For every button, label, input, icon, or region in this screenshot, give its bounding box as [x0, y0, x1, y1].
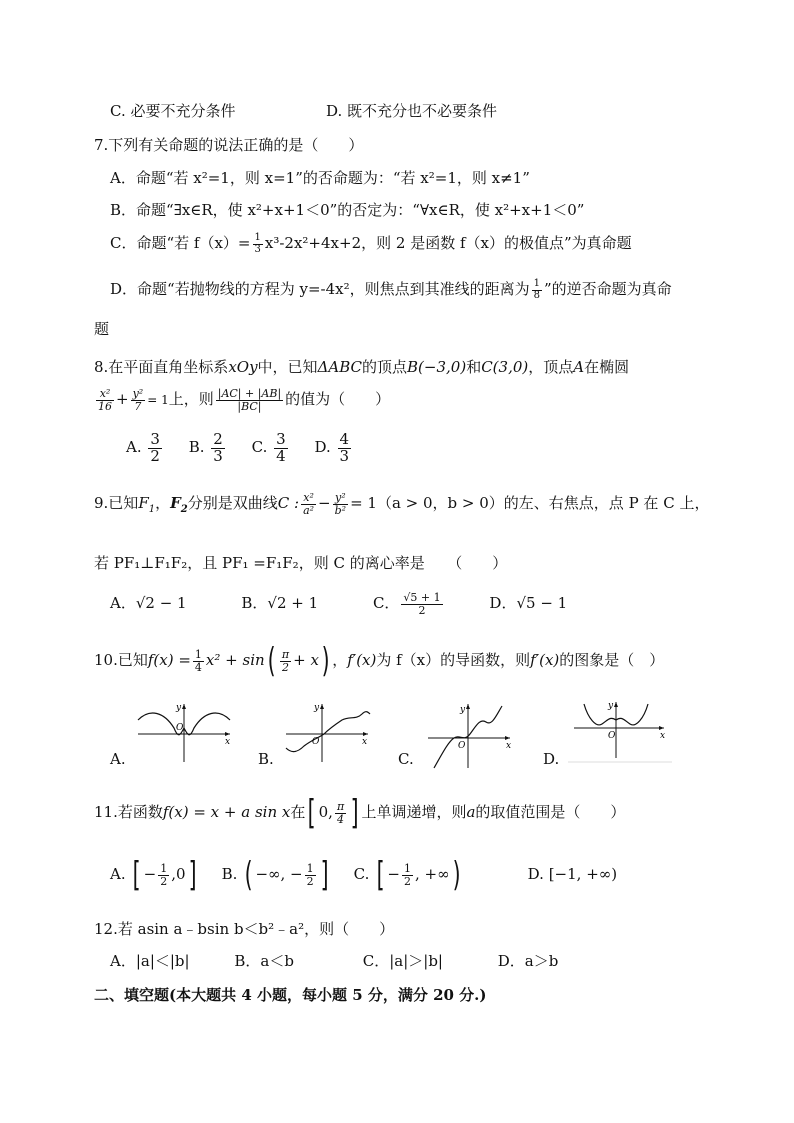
q10-frac-den: 4	[194, 660, 202, 674]
q7-option-b: B．命题“∃x∈R，使 x²+x+1＜0”的否定为：“∀x∈R，使 x²+x+1＜0”	[110, 201, 585, 219]
q10-graph-a	[130, 698, 240, 766]
q8-a-label: A.	[126, 438, 142, 457]
q12-option-d: D．a＞b	[497, 952, 559, 970]
q9-f2-letter: F	[170, 494, 181, 513]
q10-pi-frac	[280, 649, 291, 673]
q8-ratio	[216, 388, 283, 412]
q11-c-bl: [	[376, 855, 385, 895]
q8-ellipse-n1: x²	[96, 388, 114, 401]
q10-b-axis-x: x	[362, 737, 368, 747]
q11-options	[110, 855, 618, 895]
q10-d-axis-x: x	[660, 731, 666, 741]
q9-line2: 若 PF₁⊥F₁F₂，且 PF₁ =F₁F₂，则 C 的离心率是 （ ）	[94, 554, 508, 572]
q11-pi-num: π	[336, 799, 345, 813]
q10-b-axis-y: y	[314, 703, 320, 713]
q8-text-mid: 上，则	[168, 390, 214, 409]
q11-a-frac	[158, 863, 169, 887]
q10-fx: f(x) =	[147, 651, 191, 669]
q11-a-bl: [	[133, 855, 142, 895]
q8-ellipse-n2: y²	[132, 387, 144, 400]
q11-end: 的取值范围是（ ）	[475, 803, 626, 821]
q10-label-c: C.	[398, 750, 414, 768]
q12-options	[110, 950, 558, 971]
q10-pre: 10.已知	[94, 651, 148, 669]
q10-a-origin: O	[176, 723, 184, 733]
q8-c-num: 3	[276, 430, 286, 448]
q7-d-fraction	[532, 279, 542, 301]
q9-options	[110, 592, 567, 616]
q8-b-num: 2	[213, 430, 223, 448]
q8-ellipse-rhs: = 1	[147, 393, 169, 408]
q9-d-label: D．	[489, 594, 517, 613]
q9-option-c	[372, 591, 445, 617]
q10-c-origin: O	[458, 741, 466, 751]
q7-c-fraction	[253, 233, 263, 255]
q8-a-den: 2	[150, 446, 160, 465]
q9-f1-letter: F	[138, 494, 149, 513]
q11-b-pre: −∞, −	[255, 865, 303, 883]
q10-frac	[193, 649, 204, 673]
q7-c-frac-num: 1	[254, 232, 261, 243]
q8-line1	[94, 356, 629, 377]
q8-ellipse-frac2	[131, 388, 146, 412]
q8-d-frac	[338, 432, 352, 465]
q8-text-b: xOy	[228, 358, 258, 376]
q10-paren-right: )	[321, 641, 330, 681]
q9-f2-sub: 2	[180, 504, 188, 516]
q11-c-den: 2	[404, 874, 411, 888]
q10-fprime2: f′(x)	[530, 651, 560, 669]
q8-option-b	[188, 430, 227, 465]
q10-graph-b	[282, 698, 378, 766]
q6-option-c: C. 必要不充分条件	[110, 102, 236, 120]
q10-d-origin: O	[608, 731, 616, 741]
q7-c-text-post: x³-2x²+4x+2，则 2 是函数 f（x）的极值点”为真命题	[264, 234, 632, 252]
q10-d-axis-y: y	[608, 701, 614, 711]
q11-a-num: 1	[160, 861, 168, 875]
q8-ellipse-frac1	[96, 388, 114, 412]
q8-d-den: 3	[339, 446, 350, 465]
q8-option-d	[314, 430, 353, 465]
q10-frac-num: 1	[194, 647, 202, 661]
q8-ellipse-d1: 16	[98, 399, 112, 413]
q11-option-c: C. [ − $\frac{1}{2}$ , +∞)	[353, 855, 461, 895]
q8-ratio-den: |BC|	[237, 399, 262, 413]
q9-b-val: √2 + 1	[267, 594, 319, 613]
q9-option-b	[241, 594, 318, 612]
q11-b-br: ]	[320, 855, 329, 895]
q12-option-a: A．|a|＜|b|	[110, 952, 190, 970]
q9-c-frac	[401, 592, 442, 616]
q10-fprime: f′(x)	[347, 651, 377, 669]
q7-c-frac-den: 3	[254, 243, 261, 255]
q10-label-d: D.	[543, 750, 560, 768]
section-2-heading: 二、填空题(本大题共 4 小题，每小题 5 分，满分 20 分.)	[94, 986, 487, 1004]
q8-option-c	[251, 430, 290, 465]
q10-pi-num: π	[281, 647, 290, 661]
q11-d-val: [−1, +∞)	[548, 865, 618, 883]
q11-c-num: 1	[404, 861, 411, 875]
q8-text-h: C(3,0)	[481, 358, 529, 376]
q9-f1	[138, 494, 156, 516]
q11-c-frac	[402, 863, 413, 887]
q7-d-frac-den: 8	[533, 289, 540, 301]
q10-pi-den: 2	[282, 660, 290, 674]
q8-c-frac	[274, 432, 288, 465]
q10-a-axis-y: y	[176, 703, 182, 713]
q11-a-label: A.	[110, 865, 126, 883]
q8-c-label: C.	[251, 438, 268, 457]
q9-pre: 9.已知	[94, 494, 139, 513]
q9-c-label: C :	[277, 494, 300, 513]
q9-option-d	[489, 594, 567, 612]
q9-option-a	[110, 594, 187, 612]
q8-b-frac	[211, 432, 225, 465]
q11-in: 在	[290, 803, 306, 821]
q11-b-den: 2	[306, 874, 314, 888]
q8-c-den: 4	[276, 446, 286, 465]
q11-a-rest: ,0	[171, 865, 186, 883]
q10-label-b: B.	[258, 750, 274, 768]
q9-a-label: A．	[110, 594, 136, 613]
q7-option-c	[110, 232, 632, 255]
q9-xn: x²	[301, 492, 316, 505]
q7-c-text-pre: C．命题“若 f（x）=	[110, 234, 251, 252]
q8-line2: $\frac{\text{x²}}{16}$ + $\frac{\text{y²}}{7}$ = 1上，则 $\frac{|AC| + |AB|}{|BC|}$ 的值为（ ）	[98, 387, 391, 413]
q7-d-text-post: ”的逆否命题为真命	[543, 280, 672, 298]
q7-d-text-pre: D．命题“若抛物线的方程为 y=-4x²，则焦点到其准线的距离为	[110, 280, 530, 298]
q8-option-a	[126, 430, 164, 465]
q11-pre: 11.若函数	[94, 803, 163, 821]
q12-option-c: C．|a|＞|b|	[362, 952, 443, 970]
q11-b-bl: (	[244, 855, 253, 895]
q10-c-axis-y: y	[460, 705, 466, 715]
q11-stem	[94, 793, 626, 833]
q11-a-den: 2	[160, 874, 168, 888]
q8-a-frac	[148, 432, 162, 465]
q9-c-label-opt: C．	[372, 594, 400, 613]
q8-b-den: 3	[213, 446, 223, 465]
q8-text-e: 的顶点	[362, 358, 408, 376]
q10-a-axis-x: x	[225, 737, 231, 747]
q7-option-d	[110, 278, 672, 301]
q11-pi-frac	[335, 801, 346, 825]
q7-stem: 7.下列有关命题的说法正确的是（ ）	[94, 136, 364, 154]
q10-c-axis-x: x	[506, 741, 512, 751]
q11-b-label: B.	[221, 865, 238, 883]
q9-f1-sub: 1	[148, 504, 156, 516]
q8-d-num: 4	[339, 430, 350, 448]
q11-bracket-left: [	[308, 793, 316, 833]
q9-y-frac	[333, 492, 348, 516]
q8-text-i: ，顶点	[528, 358, 574, 376]
q9-line1: 9.已知$F_1$，$F_2$分别是双曲线C : $\frac{\text{x²}}{\text{a²}}$ − $\frac{\text{y²}}{\text{b²}}$ = 1（a > 0，b > 0）的左、右焦点，点 P 在 C 上，	[94, 491, 710, 517]
q9-c-den: 2	[418, 603, 426, 617]
q7-d-continuation: 题	[94, 320, 110, 338]
q9-xd: a²	[303, 503, 315, 517]
q8-text-end: 的值为（ ）	[285, 390, 391, 409]
q8-text-j: A	[573, 358, 585, 376]
q11-d-label: D.	[527, 865, 544, 883]
q11-post: 上单调递增，则	[361, 803, 467, 821]
q9-yd: b²	[334, 503, 347, 517]
q10-mid: ，	[332, 651, 348, 669]
q9-mid: 分别是双曲线	[187, 494, 278, 513]
q9-c-num: √5 + 1	[403, 591, 441, 604]
q9-b-label: B．	[241, 594, 268, 613]
q10-end: 的图象是（ ）	[559, 651, 665, 669]
q10-stem	[94, 641, 665, 681]
q9-f2	[170, 494, 188, 516]
q12-option-b: B．a＜b	[234, 952, 294, 970]
q10-b-origin: O	[312, 737, 320, 747]
q8-options	[126, 432, 353, 465]
q9-d-val: √5 − 1	[516, 594, 568, 613]
q8-text-g: 和	[466, 358, 482, 376]
q8-text-d: ΔABC	[317, 358, 363, 376]
q10-graph-c	[424, 698, 520, 770]
q11-pi-den: 4	[337, 812, 345, 826]
q11-func: f(x) = x + a sin x	[162, 803, 291, 821]
q7-option-a: A．命题“若 x²=1，则 x=1”的否命题为：“若 x²=1，则 x≠1”	[110, 169, 530, 187]
q8-ratio-num: |AC| + |AB|	[217, 387, 282, 400]
q9-eq: = 1（a > 0，b > 0）的左、右焦点，点 P 在 C 上，	[350, 494, 710, 513]
q8-text-k: 在椭圆	[584, 358, 630, 376]
q11-option-d	[528, 865, 617, 883]
q11-c-label: C.	[353, 865, 370, 883]
q8-text-f: B(−3,0)	[407, 358, 467, 376]
q9-x-frac	[301, 492, 316, 516]
q10-graph-d	[568, 698, 672, 766]
q8-d-label: D.	[314, 438, 331, 457]
q8-a-num: 3	[150, 430, 160, 448]
q8-text-a: 8.在平面直角坐标系	[94, 358, 229, 376]
q9-yn: y²	[333, 492, 348, 505]
q11-int-l: 0,	[318, 803, 333, 821]
q11-a: a	[466, 803, 476, 821]
q11-c-br: )	[452, 855, 461, 895]
q11-a-br: ]	[188, 855, 197, 895]
q11-bracket-right: ]	[350, 793, 359, 833]
q8-text-c: 中，已知	[257, 358, 318, 376]
q10-x2: x² + sin	[205, 651, 265, 669]
q11-b-frac	[305, 863, 316, 887]
q10-plus-x: + x	[293, 651, 319, 669]
q6-option-d: D. 既不充分也不必要条件	[326, 102, 498, 120]
q11-b-num: 1	[306, 861, 314, 875]
q8-ellipse-d2: 7	[134, 399, 142, 413]
q10-label-a: A.	[110, 750, 126, 768]
q8-b-label: B.	[188, 438, 205, 457]
q11-option-b	[221, 855, 331, 895]
q11-option-a: A. [ − $\frac{1}{2}$ ,0]	[110, 855, 197, 895]
q11-c-rest: , +∞	[415, 865, 450, 883]
q10-mid2: 为 f（x）的导函数，则	[376, 651, 531, 669]
q9-comma: ，	[155, 494, 171, 513]
q12-stem: 12.若 asin a﹣bsin b＜b²﹣a²，则（ ）	[94, 920, 395, 938]
q10-paren-left: (	[267, 641, 276, 681]
q9-a-val: √2 − 1	[135, 594, 187, 613]
q7-d-frac-num: 1	[533, 278, 540, 289]
